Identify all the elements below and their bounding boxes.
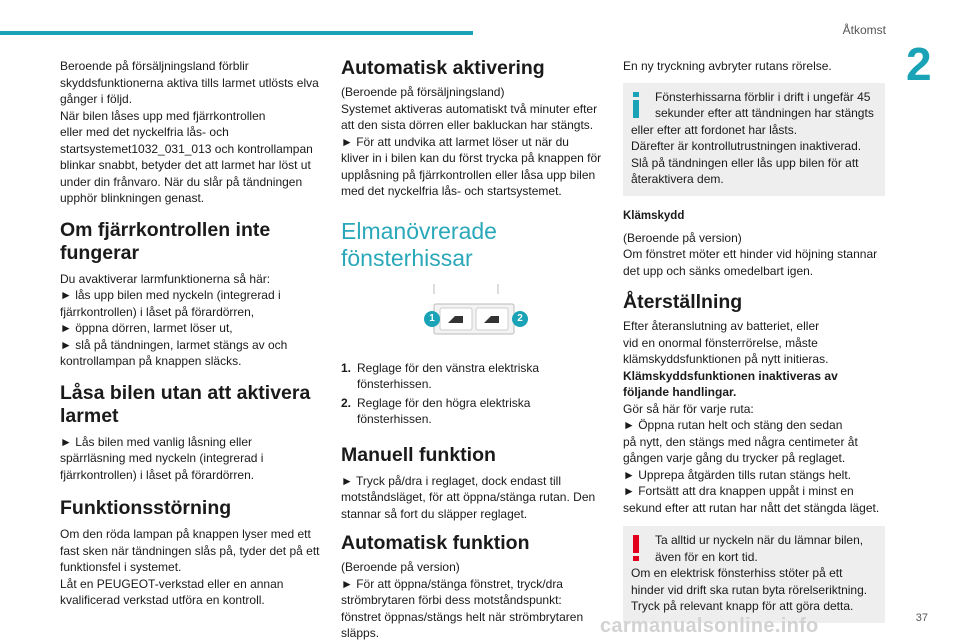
pinch-paragraph: (Beroende på version) Om fönstret möter ett hinder vid höjning stannar det upp och sänks omedelbart igen. [623, 230, 878, 278]
interrupt-paragraph: En ny tryckning avbryter rutans rörelse. [623, 59, 832, 73]
heading-automatic-function: Automatisk funktion [341, 532, 530, 554]
info-note: Fönsterhissarna förblir i drift i ungefär 45 sekunder efter att tändningen har stängts eller efter att fordonet har låsts. Därefter är kontrollutrustningen inaktiverad. Slå på tändningen eller lås upp bilen för att återaktivera dem. [623, 83, 885, 196]
column-3 [623, 58, 885, 623]
heading-malfunction: Funktionsstörning [60, 497, 232, 519]
page-number: 37 [915, 612, 928, 624]
switch-list [341, 360, 603, 428]
column-2 [341, 58, 603, 642]
column-1 [60, 58, 322, 609]
watermark: carmanualsonline.info [600, 615, 819, 637]
lock-paragraph: ► Lås bilen med vanlig låsning eller spärrläsning med nyckeln (integrerad i fjärrkontrollen) i låset på förardörren. [60, 434, 264, 482]
heading-pinch-protection: Klämskydd [623, 209, 685, 222]
remote-paragraph: Du avaktiverar larmfunktionerna så här: ► lås upp bilen med nyckeln (integrerad i fjärrkontrollen) i låset på förardörren, ► öppna dörren, larmet löser ut, ► slå på tändningen, larmet stängs av och kontrollampan på knappen släcks. [60, 271, 288, 368]
malfunction-paragraph: Om den röda lampan på knappen lyser med ett fast sken när tändningen slås på, tyder det på ett funktionsfel i systemet. Låt en PEUGEOT-verkstad eller en annan kvalificerad verkstad utföra en kontroll. [60, 527, 320, 607]
warning-note: Ta alltid ur nyckeln när du lämnar bilen, även för en kort tid. Om en elektrisk fönsterhiss stöter på ett hinder vid drift ska rutan byta rörelseriktning. Tryck på relevant knapp för att göra detta. [623, 526, 885, 623]
warning-icon [631, 534, 641, 562]
heading-automatic-activation: Automatisk aktivering [341, 57, 545, 79]
list-item: 1. Reglage för den vänstra elektriska fönsterhissen. [341, 360, 540, 391]
header-accent-bar [0, 31, 473, 35]
window-switch-figure [424, 284, 532, 346]
reset-paragraph: Efter återanslutning av batteriet, eller vid en onormal fönsterrörelse, måste klämskyddsfunktionen på nytt initieras. Klämskyddsfunktionen inaktiveras av följande handlingar. Gör så här för varje ruta: ► Öppna rutan helt och stäng den sedan på nytt, den stängs med några centimeter åt gången varje gång du trycker på reglaget. ► Upprepa åtgärden tills rutan stängs helt. ► Fortsätt att dra knappen uppåt i minst en sekund efter att rutan har nått det stängda läget. [623, 319, 880, 515]
manual-paragraph: ► Tryck på/dra i reglaget, dock endast till motståndsläget, för att öppna/stänga rutan. Den stannar så fort du släpper reglaget. [341, 473, 596, 521]
heading-remote-not-working: Om fjärrkontrollen inte fungerar [60, 218, 271, 264]
auto-activation-paragraph: (Beroende på försäljningsland) Systemet aktiveras automatiskt två minuter efter att den sista dörren eller bakluckan har stängts. ► För att undvika att larmet löser ut när du kliver in i bilen kan du först trycka på knappen för upplåsning på fjärrkontrollen eller låsa upp bilen med det nyckelfria lås- och startsystemet. [341, 85, 602, 198]
heading-reset: Återställning [623, 291, 743, 313]
heading-manual-function: Manuell funktion [341, 443, 496, 466]
heading-power-windows: Elmanövrerade fönsterhissar [341, 217, 497, 271]
section-title: Åtkomst [842, 23, 886, 37]
info-icon [631, 91, 641, 119]
heading-lock-without-alarm: Låsa bilen utan att aktivera larmet [60, 381, 311, 427]
chapter-number: 2 [906, 38, 932, 90]
intro-paragraph: Beroende på försäljningsland förblir skyddsfunktionerna aktiva tills larmet utlösts elva gånger i följd. När bilen låses upp med fjärrkontrollen eller med det nyckelfria lås- och startsystemet1032_031_013 och kontrollampan blinkar snabbt, betyder det att larmet har löst ut under din frånvaro. När du slår på tändningen upphör blinkningen genast. [60, 59, 319, 205]
autofn-paragraph: (Beroende på version) ► För att öppna/stänga fönstret, tryck/dra strömbrytaren förbi dess motståndspunkt: fönstret öppnas/stängs helt när strömbrytaren släpps. [341, 560, 584, 640]
list-item: 2. Reglage för den högra elektriska fönsterhissen. [341, 395, 531, 426]
callout-badge-2: 2 [512, 311, 528, 327]
callout-badge-1: 1 [424, 311, 440, 327]
